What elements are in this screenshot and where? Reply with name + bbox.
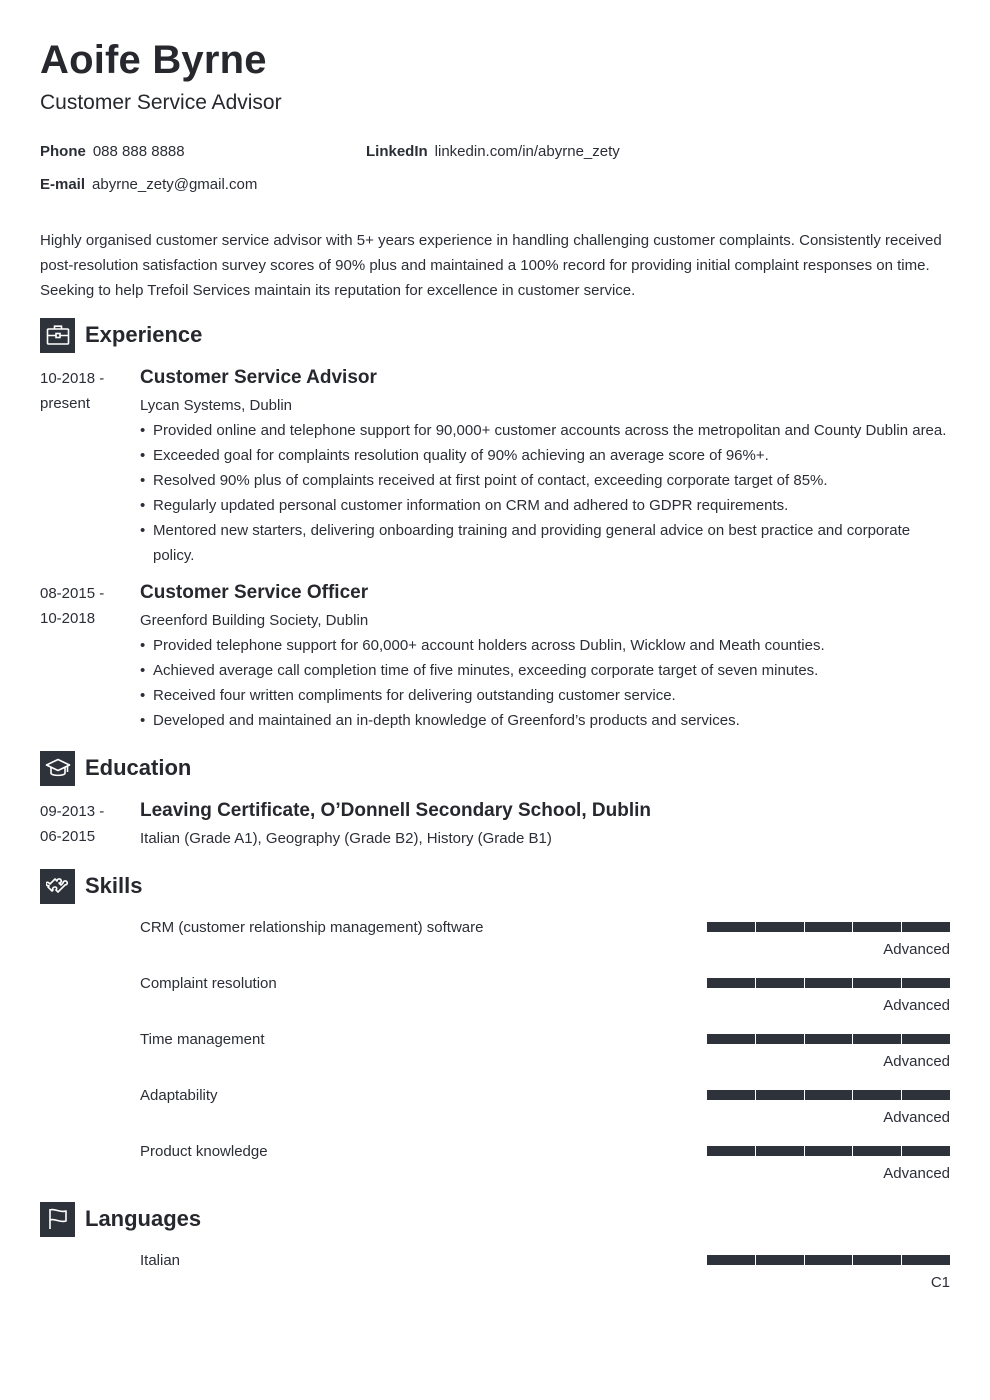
linkedin-value[interactable]: linkedin.com/in/abyrne_zety bbox=[434, 143, 620, 160]
job-date-start: 08-2015 - bbox=[40, 585, 105, 602]
flag-icon bbox=[40, 1202, 75, 1237]
job-org: Greenford Building Society, Dublin bbox=[140, 612, 369, 629]
job-dates bbox=[40, 366, 135, 416]
contact-phone bbox=[40, 143, 185, 160]
job-bullet: • Exceeded goal for complaints resolution quality of 90% achieving an average score of 96%+. bbox=[140, 443, 952, 468]
education-section-header bbox=[40, 750, 191, 786]
skill-rating-bar bbox=[707, 1090, 950, 1100]
job-date-end: 10-2018 bbox=[40, 610, 96, 627]
job-bullet: • Received four written compliments for delivering outstanding customer service. bbox=[140, 683, 952, 708]
language-item bbox=[40, 1251, 950, 1301]
job-role: Customer Service Advisor bbox=[140, 367, 377, 388]
profile-summary: Highly organised customer service advisor with 5+ years experience in handling challenging customer complaints. Consistently received post-resolution satisfaction survey scores of 90% plus and maintained a 100% record for providing initial complaint responses on time. Seeking to help Trefoil Services maintain its reputation for excellence in customer service. bbox=[40, 232, 942, 299]
phone-value: 088 888 8888 bbox=[92, 143, 185, 160]
skill-rating-bar bbox=[707, 978, 950, 988]
job-bullet: • Regularly updated personal customer information on CRM and adhered to GDPR requirements. bbox=[140, 493, 952, 518]
job-role: Customer Service Officer bbox=[140, 582, 369, 603]
skill-item bbox=[40, 1086, 950, 1136]
languages-section-header bbox=[40, 1201, 201, 1237]
briefcase-icon bbox=[40, 318, 75, 353]
education-heading: Education bbox=[85, 755, 192, 780]
job-bullets bbox=[140, 633, 952, 733]
skill-name: Complaint resolution bbox=[140, 975, 277, 992]
candidate-name: Aoife Byrne bbox=[40, 38, 267, 82]
contact-email bbox=[40, 176, 257, 193]
skill-rating-bar bbox=[707, 1034, 950, 1044]
job-bullets bbox=[140, 418, 952, 568]
skills-section-header bbox=[40, 868, 142, 904]
skill-level: Advanced bbox=[883, 1053, 950, 1070]
language-name: Italian bbox=[140, 1252, 181, 1269]
education-dates bbox=[40, 799, 135, 849]
puzzle-icon bbox=[40, 869, 75, 904]
education-date-end: 06-2015 bbox=[40, 828, 96, 845]
contact-linkedin bbox=[366, 143, 620, 160]
linkedin-label: LinkedIn bbox=[366, 143, 428, 160]
skill-item bbox=[40, 918, 950, 968]
skills-heading: Skills bbox=[85, 873, 143, 898]
experience-heading: Experience bbox=[85, 322, 203, 347]
skill-name: Product knowledge bbox=[140, 1143, 268, 1160]
language-level: C1 bbox=[930, 1274, 950, 1291]
skill-rating-bar bbox=[707, 1146, 950, 1156]
job-dates bbox=[40, 581, 135, 631]
skill-level: Advanced bbox=[883, 941, 950, 958]
skill-level: Advanced bbox=[883, 1109, 950, 1126]
job-date-end: present bbox=[40, 395, 91, 412]
languages-heading: Languages bbox=[85, 1206, 202, 1231]
skill-item bbox=[40, 974, 950, 1024]
skill-rating-bar bbox=[707, 922, 950, 932]
job-bullet: • Mentored new starters, delivering onboarding training and providing general advice on best practice and corporate policy. bbox=[140, 518, 952, 568]
education-date-start: 09-2013 - bbox=[40, 803, 105, 820]
job-date-start: 10-2018 - bbox=[40, 370, 105, 387]
experience-section-header bbox=[40, 317, 202, 353]
phone-label: Phone bbox=[40, 143, 86, 160]
education-details: Italian (Grade A1), Geography (Grade B2), History (Grade B1) bbox=[140, 830, 552, 847]
skill-name: Adaptability bbox=[140, 1087, 218, 1104]
job-bullet: • Developed and maintained an in-depth knowledge of Greenford’s products and services. bbox=[140, 708, 952, 733]
job-org: Lycan Systems, Dublin bbox=[140, 397, 293, 414]
email-label: E-mail bbox=[40, 176, 86, 193]
job-bullet: • Provided telephone support for 60,000+ account holders across Dublin, Wicklow and Meath counties. bbox=[140, 633, 952, 658]
skill-name: Time management bbox=[140, 1031, 265, 1048]
candidate-title: Customer Service Advisor bbox=[40, 91, 282, 114]
graduation-cap-icon bbox=[40, 751, 75, 786]
job-bullet: • Provided online and telephone support for 90,000+ customer accounts across the metropolitan and County Dublin area. bbox=[140, 418, 952, 443]
skill-item bbox=[40, 1030, 950, 1080]
job-bullet: • Resolved 90% plus of complaints received at first point of contact, exceeding corporate target of 85%. bbox=[140, 468, 952, 493]
skill-level: Advanced bbox=[883, 1165, 950, 1182]
education-title: Leaving Certificate, O’Donnell Secondary School, Dublin bbox=[140, 800, 651, 821]
job-bullet: • Achieved average call completion time of five minutes, exceeding corporate target of seven minutes. bbox=[140, 658, 952, 683]
language-rating-bar bbox=[707, 1255, 950, 1265]
skill-item bbox=[40, 1142, 950, 1192]
email-value[interactable]: abyrne_zety@gmail.com bbox=[92, 176, 258, 193]
skill-level: Advanced bbox=[883, 997, 950, 1014]
skill-name: CRM (customer relationship management) software bbox=[140, 919, 484, 936]
